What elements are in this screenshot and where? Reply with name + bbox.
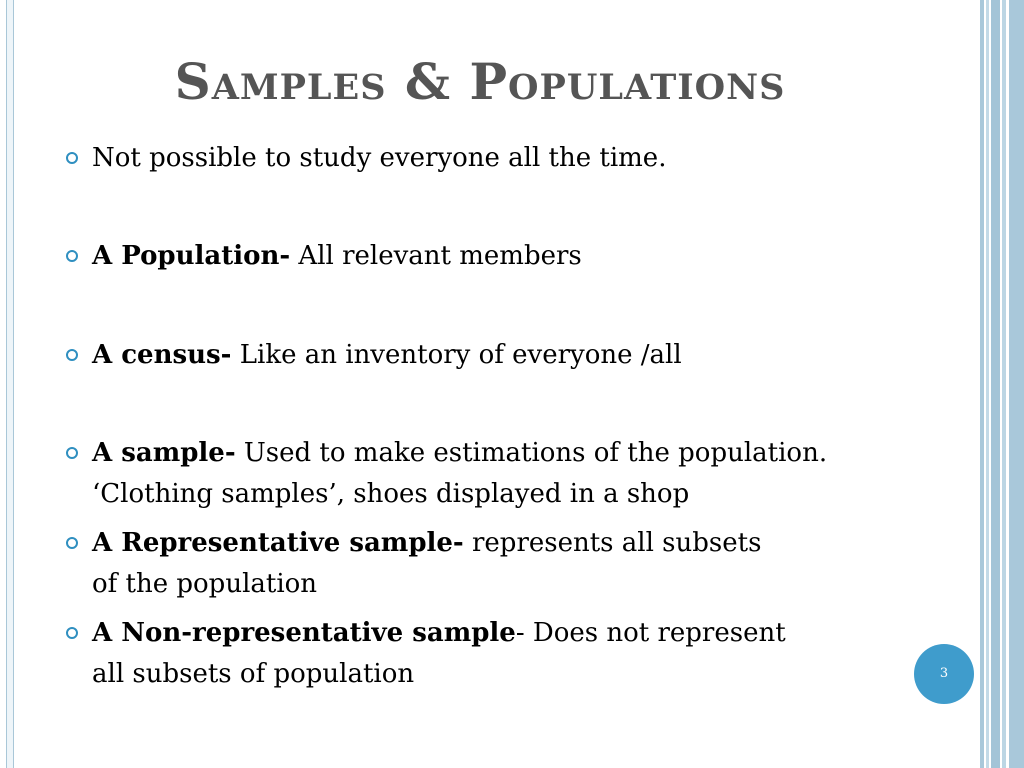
bullet-term: A sample- (92, 438, 236, 468)
bullet-text: All relevant members (290, 241, 582, 271)
bullet-list (62, 138, 892, 695)
border-stripe (991, 0, 1000, 768)
bullet-term: A Population- (92, 241, 291, 271)
bullet-item (62, 523, 792, 605)
left-border (6, 0, 14, 768)
bullet-text: represents all subsets of the population (92, 528, 762, 599)
bullet-item (62, 138, 892, 179)
bullet-icon (66, 250, 78, 262)
slide-title: Samples & Populations (174, 52, 786, 111)
border-stripe (1002, 0, 1006, 768)
bullet-term: A census- (92, 340, 232, 370)
bullet-item (62, 236, 892, 277)
bullet-item (62, 613, 792, 695)
border-stripe (1009, 0, 1024, 768)
bullet-icon (66, 447, 78, 459)
bullet-text: Used to make estimations of the population. ‘Clothing samples’, shoes displayed in a shop (92, 438, 828, 509)
bullet-text: Not possible to study everyone all the time. (92, 143, 667, 173)
page-number-badge: 3 (914, 644, 974, 704)
border-stripe (980, 0, 984, 768)
bullet-item (62, 335, 892, 376)
border-stripe (986, 0, 989, 768)
bullet-term: A Non-representative sample (92, 618, 516, 648)
bullet-icon (66, 627, 78, 639)
bullet-icon (66, 349, 78, 361)
bullet-text: Like an inventory of everyone /all (231, 340, 682, 370)
bullet-icon (66, 537, 78, 549)
bullet-term: A Representative sample- (92, 528, 464, 558)
bullet-icon (66, 152, 78, 164)
bullet-text: - Does not represent all subsets of population (92, 618, 786, 689)
bullet-item (62, 433, 882, 515)
